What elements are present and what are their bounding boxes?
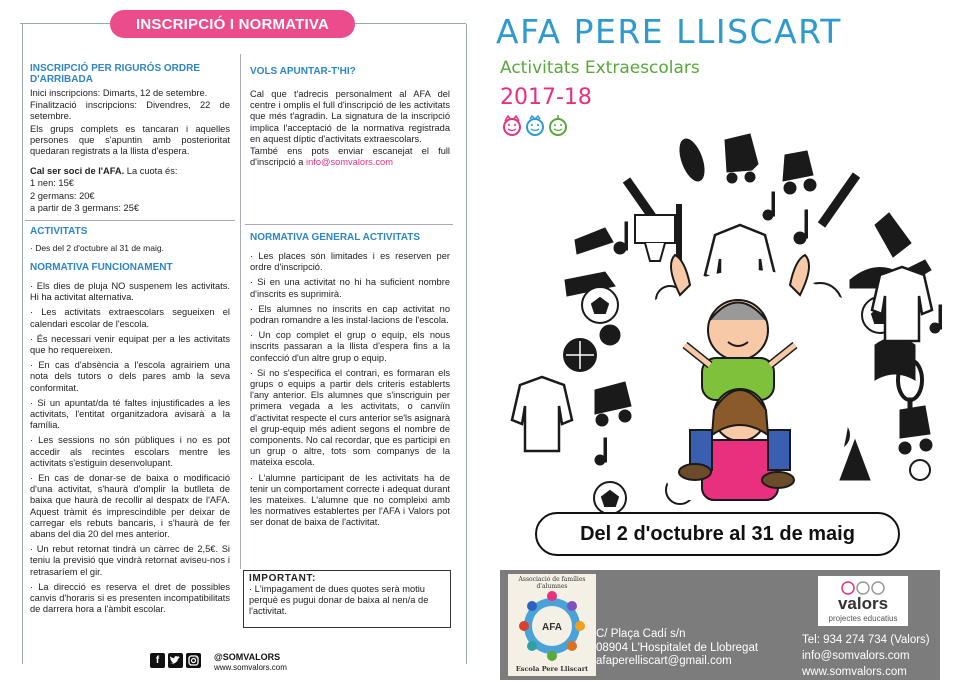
general-item: · Si en una activitat no hi ha suficient nombre d'inscrits es suprimirà. <box>250 277 450 299</box>
important-text: · L'impagament de dues quotes serà motiu perquè es pugui donar de baixa al nen/a de l'activitat. <box>249 584 429 616</box>
general-item: · Un cop complet el grup o equip, els nous inscrits passaran a la llista d'espera fins a la confecció d'un altre grup o equip. <box>250 330 450 363</box>
quota-line: 1 nen: 15€ <box>30 178 74 189</box>
inscripcio-line: Els grups complets es tancaran i aquelles persones que s'apuntin amb posterioritat quedaran registrats a la llista d'espera. <box>30 123 230 157</box>
twitter-icon[interactable] <box>168 653 183 668</box>
inscripcio-text <box>30 88 230 215</box>
section-banner: INSCRIPCIÓ I NORMATIVA <box>110 10 355 38</box>
afa-logo-top-text: Associació de famílies d'alumnes <box>518 576 586 590</box>
afa-logo-kids-circle-icon <box>508 582 596 670</box>
valors-name: valors <box>837 594 889 613</box>
funcionament-item: · Els dies de pluja NO suspenem les activitats. Hi ha activitat alternativa. <box>30 281 230 303</box>
apuntar-text <box>250 89 450 169</box>
apuntar-email-link[interactable]: info@somvalors.com <box>306 157 393 168</box>
funcionament-heading: NORMATIVA FUNCIONAMENT <box>30 262 173 273</box>
general-item: · L'alumne participant de les activitats ha de tenir un comportament correcte i adequat durant les mateixes. L'alumne que no compleixi amb les normatives establertes per l'AFA i Valors pot ser donat de baixa de l'activitat. <box>250 472 450 528</box>
contact-web-link[interactable]: www.somvalors.com <box>802 666 907 678</box>
funcionament-item: · Un rebut retornat tindrà un càrrec de 2,5€. Si teniu la previsió que vindrà retornat aviseu-nos i retrasaríem el gir. <box>30 544 230 577</box>
column-divider <box>240 54 241 569</box>
important-box <box>243 570 451 628</box>
valors-logo <box>818 576 908 626</box>
separator <box>245 224 453 225</box>
facebook-icon[interactable]: f <box>150 653 165 668</box>
funcionament-item: · En cas d'absència a l'escola agrairiem una nota dels tutors o dels pares amb la seva conformitat. <box>30 360 230 393</box>
instagram-icon[interactable] <box>186 653 201 668</box>
contact-phone[interactable]: Tel: 934 274 734 (Valors) <box>802 634 930 646</box>
cover-year: 2017-18 <box>500 85 592 110</box>
contact-email-link[interactable]: info@somvalors.com <box>802 650 910 662</box>
dates-banner: Del 2 d'octubre al 31 de maig <box>535 512 900 556</box>
funcionament-item: · La direcció es reserva el dret de possibles canvis d'horaris si es presenten incompatibilitats de darrera hora a l'àmbit escolar. <box>30 581 230 615</box>
afa-logo-bottom-text: Escola Pere Lliscart <box>515 665 589 673</box>
general-item: · Les places són limitades i es reserven per ordre d'inscripció. <box>250 251 450 273</box>
funcionament-item: · En cas de donar-se de baixa o modificació d'una activitat, s'haurà d'omplir la butlleta de baixa que haurà de recollir al despatx de l'AFA. Aquest tràmit és imprescindible per deixar de carregar els rebuts bancaris, i s'haurà de fer abans del dia 20 del mes anterior. <box>30 473 230 540</box>
general-heading: NORMATIVA GENERAL ACTIVITATS <box>250 232 420 243</box>
funcionament-text <box>30 281 230 616</box>
afa-email-link[interactable]: afaperelliscart@gmail.com <box>596 655 732 667</box>
frame-left-line <box>22 24 23 664</box>
social-web[interactable]: www.somvalors.com <box>214 663 287 672</box>
general-item: · Si no s'especifica el contrari, es formaran els grups o equips a partir dels criteris establerts l'any anterior. Els alumnes que s'inscriguin per primera vegada a les activitats, o canviïn d'activitat respecte el curs anterior se'ls asignarà el grup-equip més adient segons el nombre de components. No cal recordar, que es participi en un grup o altre, tots som companys de la mateixa escola. <box>250 367 450 468</box>
cover-title: AFA PERE LLISCART <box>496 12 842 51</box>
apuntar-paragraph: Cal que t'adrecis personalment al AFA del centre i omplis el full d'inscripció de les activitats que més t'agradin. La signatura de la inscripció implica l'acceptació de la normativa registrada en aquest díptic d'activitats extraescolars. <box>250 89 450 144</box>
general-text <box>250 251 450 530</box>
afa-logo-mid-text: AFA <box>542 622 562 633</box>
funcionament-item: · Les activitats extraescolars segueixen el calendari escolar de l'escola. <box>30 307 230 329</box>
quota-line: 2 germans: 20€ <box>30 190 95 201</box>
social-icons <box>150 653 201 668</box>
frame-right-line <box>466 24 467 664</box>
general-item: · Els alumnes no inscrits en cap activitat no podran romandre a les instal·lacions de l'escola. <box>250 303 450 326</box>
address-line: C/ Plaça Cadí s/n <box>596 628 686 640</box>
apuntar-email-pre: També ens pots enviar escanejat el full d'inscripció a <box>250 146 450 168</box>
right-panel <box>480 0 960 682</box>
inscripcio-line: Finalització inscripcions: Divendres, 22 de setembre. <box>30 100 230 122</box>
inscripcio-line: Inici inscripcions: Dimarts, 12 de setembre. <box>30 88 208 98</box>
funcionament-item: · Les sessions no són públiques i no es pot accedir als recintes escolars mentre les activitats s'estiguin desenvolupant. <box>30 435 230 468</box>
quota-line: a partir de 3 germans: 25€ <box>30 202 140 213</box>
footer <box>500 570 940 680</box>
important-title: IMPORTANT: <box>249 573 316 584</box>
funcionament-item: · És necessari venir equipat per a les activitats que ho requereixen. <box>30 333 230 356</box>
social-handle: @SOMVALORS <box>214 652 281 662</box>
valors-subtitle: projectes educatius <box>828 614 898 623</box>
afa-address <box>596 628 758 669</box>
afa-logo <box>508 574 596 676</box>
soci-bold: Cal ser soci de l'AFA. <box>30 166 125 177</box>
apuntar-heading: VOLS APUNTAR-T'HI? <box>250 66 356 77</box>
valors-contact <box>802 632 930 680</box>
address-line: 08904 L'Hospitalet de Llobregat <box>596 641 759 654</box>
activitats-text: · Des del 2 d'octubre al 31 de maig. <box>30 243 164 253</box>
cover-subtitle: Activitats Extraescolars <box>500 58 700 78</box>
sports-illustration <box>480 130 960 520</box>
soci-rest: La cuota és: <box>124 166 178 177</box>
separator <box>25 220 235 221</box>
activitats-heading: ACTIVITATS <box>30 226 88 237</box>
funcionament-item: · Si un apuntat/da té faltes injustificades a les activitats, l'entitat organitzadora avisarà a la família. <box>30 397 230 431</box>
inscripcio-heading: INSCRIPCIÓ PER RIGURÓS ORDRE D'ARRIBADA <box>30 63 201 85</box>
